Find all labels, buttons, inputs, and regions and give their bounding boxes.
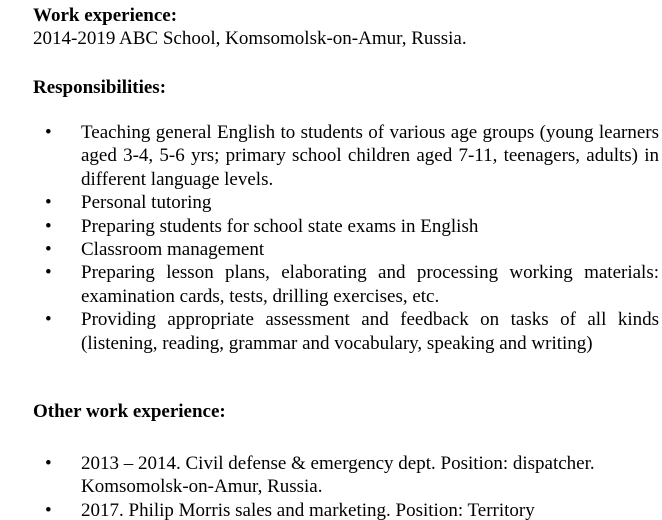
other-work-experience-heading: Other work experience: [33, 401, 226, 422]
bullet-icon: • [45, 215, 52, 237]
responsibilities-list [33, 121, 659, 355]
other-work-experience-heading-block [33, 400, 659, 423]
list-item [33, 452, 659, 499]
work-experience-heading: Work experience: [33, 5, 178, 26]
bullet-icon: • [45, 239, 52, 261]
work-experience-section [33, 4, 659, 51]
responsibility-text: Providing appropriate assessment and feedback on tasks of all kinds (listening, reading, grammar and vocabulary, speaking and writing) [81, 309, 659, 354]
bullet-icon: • [45, 122, 52, 143]
responsibilities-heading-block [33, 76, 659, 99]
list-item [33, 308, 659, 355]
other-work-text: 2013 – 2014. Civil defense & emergency dept. Position: dispatcher. Komsomolsk-on-Amur, Russia. [81, 453, 595, 498]
work-experience-entry: 2014-2019 ABC School, Komsomolsk-on-Amur, Russia. [33, 28, 467, 50]
responsibilities-section [33, 121, 659, 355]
list-item [33, 191, 659, 214]
list-item [33, 238, 659, 261]
responsibility-text: Classroom management [81, 239, 265, 261]
bullet-icon: • [45, 192, 52, 214]
bullet-icon: • [45, 309, 52, 331]
list-item [33, 215, 659, 238]
responsibilities-heading: Responsibilities: [33, 77, 167, 98]
list-item [33, 261, 659, 308]
bullet-icon: • [45, 453, 52, 474]
other-work-experience-list [33, 452, 659, 520]
bullet-icon: • [45, 499, 52, 520]
responsibility-text: Preparing students for school state exams in English [81, 215, 479, 237]
other-work-text: 2017. Philip Morris sales and marketing. Position: Territory [81, 499, 535, 520]
responsibility-text: Teaching general English to students of various age groups (young learners aged 3-4, 5-6 yrs; primary school children aged 7-11, teenagers, adults) in different language levels. [81, 122, 659, 190]
bullet-icon: • [45, 262, 52, 284]
responsibility-text: Personal tutoring [81, 192, 212, 214]
other-work-experience-section [33, 452, 659, 520]
responsibility-text: Preparing lesson plans, elaborating and processing working materials: examination cards, tests, drilling exercises, etc. [81, 262, 659, 307]
list-item [33, 499, 659, 520]
list-item [33, 121, 659, 191]
